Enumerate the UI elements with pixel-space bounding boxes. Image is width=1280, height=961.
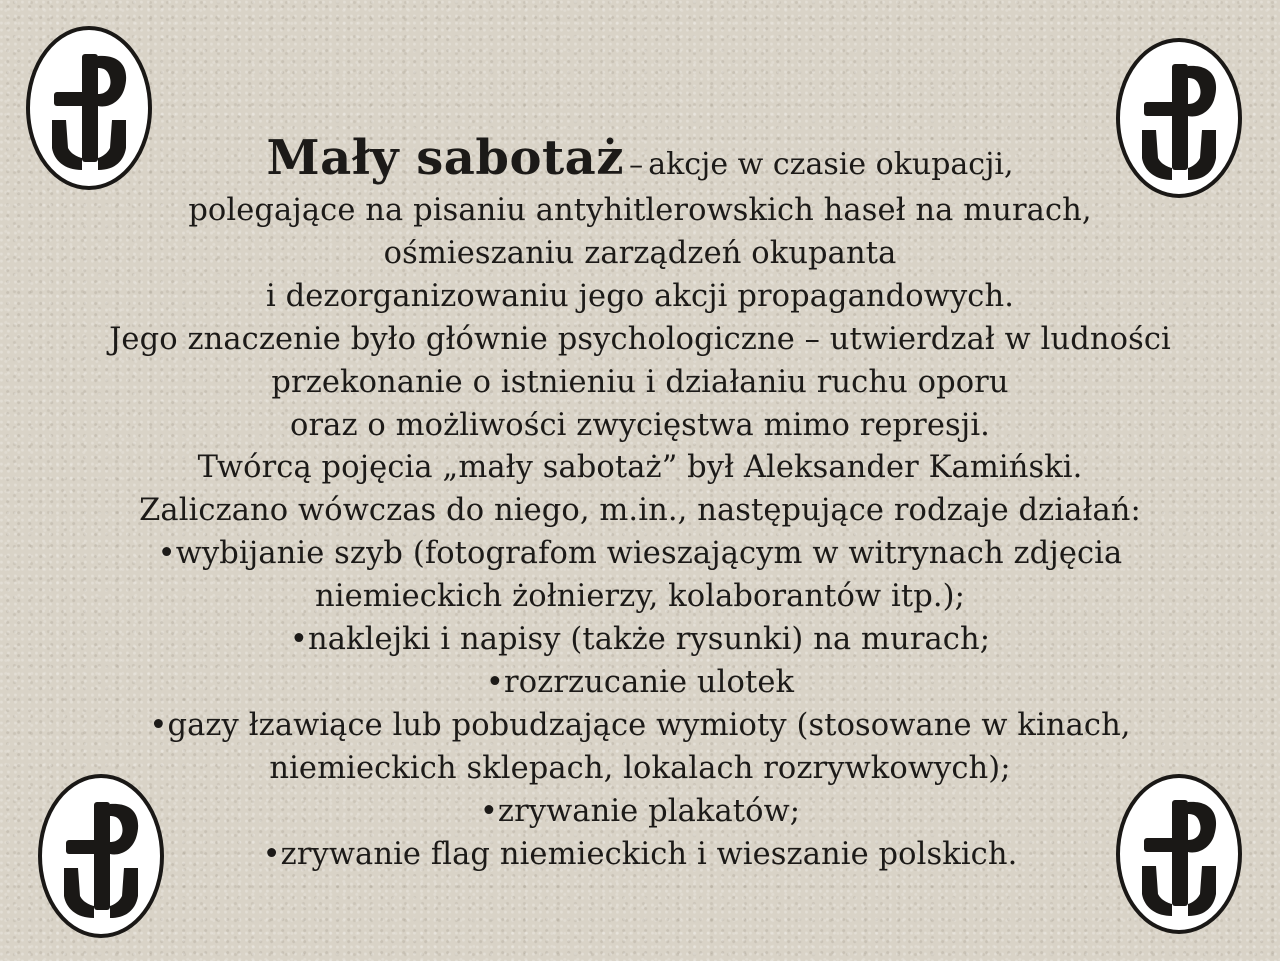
bullet-item: •wybijanie szyb (fotografom wieszającym w witrynach zdjęcia bbox=[157, 536, 1123, 572]
text-line: polegające na pisaniu antyhitlerowskich haseł na murach, bbox=[188, 193, 1092, 228]
bullet-item: •naklejki i napisy (także rysunki) na murach; bbox=[289, 622, 991, 658]
text-line: oraz o możliwości zwycięstwa mimo represji. bbox=[290, 407, 990, 443]
text-line: ośmieszaniu zarządzeń okupanta bbox=[383, 235, 897, 271]
text-line: i dezorganizowaniu jego akcji propagandowych. bbox=[265, 278, 1014, 314]
bullet-item: •rozrzucanie ulotek bbox=[485, 664, 795, 700]
slide-title bbox=[40, 126, 1240, 190]
text-line: Twórcą pojęcia „mały sabotaż” był Aleksander Kamiński. bbox=[197, 450, 1083, 486]
bullet-item: •gazy łzawiące lub pobudzające wymioty (stosowane w kinach, bbox=[149, 707, 1131, 743]
bullet-continuation: niemieckich żołnierzy, kolaborantów itp.); bbox=[314, 579, 965, 615]
title-definition: akcje w czasie okupacji, bbox=[648, 147, 1014, 182]
bullet-item: •zrywanie plakatów; bbox=[479, 793, 801, 829]
text-line: Zaliczano wówczas do niego, m.in., następujące rodzaje działań: bbox=[139, 493, 1141, 529]
text-line: przekonanie o istnieniu i działaniu ruchu oporu bbox=[271, 364, 1009, 400]
title-term: Mały sabotaż bbox=[266, 130, 624, 186]
text-line: Jego znaczenie było głównie psychologiczne – utwierdzał w ludności bbox=[109, 321, 1171, 357]
slide-text-block bbox=[40, 126, 1240, 877]
title-dash: – bbox=[629, 148, 644, 181]
bullet-continuation: niemieckich sklepach, lokalach rozrywkowych); bbox=[269, 750, 1011, 786]
bullet-item: •zrywanie flag niemieckich i wieszanie polskich. bbox=[262, 836, 1018, 872]
